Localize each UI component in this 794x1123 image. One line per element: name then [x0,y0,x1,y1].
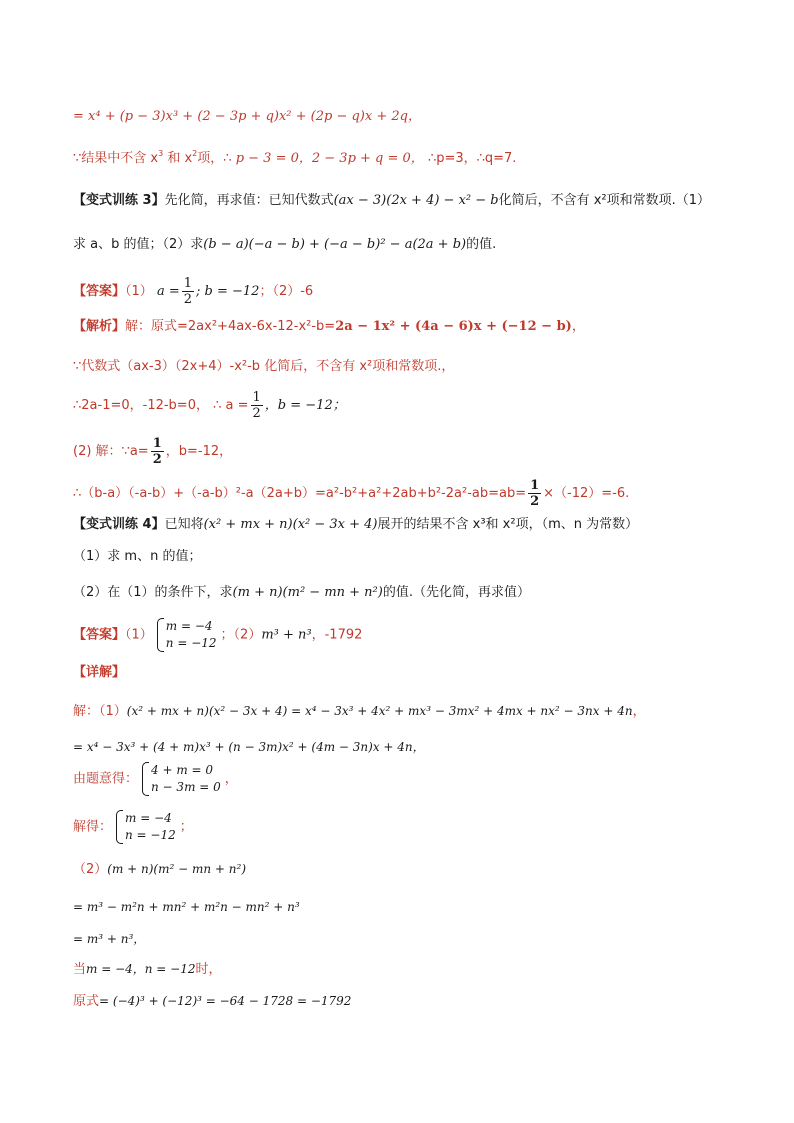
solution-collected: = x⁴ − 3x³ + (4 + m)x³ + (n − 3m)x² + (4m − 3n)x + 4n， [73,740,425,754]
solution-original-label: 原式 [73,994,100,1009]
solution-final-value: = (−4)³ + (−12)³ = −64 − 1728 = −1792 [99,994,352,1008]
analysis-line-2 [73,358,454,376]
variant4-text-b: 展开的结果不含 x³和 x²项，（m、n 为常数） [377,517,639,532]
variant3-text-b: 化简后，不含有 x²项和常数项.（1） [498,193,711,208]
variant3-answer [73,276,313,307]
solution-line-6 [73,898,300,917]
analysis-fraction-bold [151,436,164,467]
variant4-question-line2 [73,548,201,566]
variant3-text-d: 的值. [466,237,497,252]
frac-den: 2 [183,292,192,307]
system-row: m = −4 [125,811,172,825]
solution-comma-2: ， [224,771,238,787]
analysis-text-7: ×（-12）=-6. [543,486,630,501]
variant4-question-line3 [73,584,530,602]
condition-system [142,762,221,796]
solution-line-4 [73,810,193,844]
solution-when-suffix: 时， [195,962,222,977]
solution-line-2 [73,738,425,757]
answer2-part2-label: ；（2） [220,627,262,643]
variant4-part2-b: 的值.（先化简，再求值） [382,585,530,600]
analysis-text-2: ∵代数式（ax-3）（2x+4）-x²-b 化简后，不含有 x²项和常数项.， [73,359,455,374]
frac-num: 1 [183,276,192,291]
solution-line-5 [73,860,246,879]
solution-expansion: (x² + mx + n)(x² − 3x + 4) = x⁴ − 3x³ + 4x² + mx³ − 3mx² + 4mx + nx² − 3nx + 4n [126,704,633,718]
frac-num: 1 [152,436,162,451]
analysis-b-value: ，b = −12； [264,398,346,413]
analysis-line-5 [73,478,629,509]
frac-den: 2 [152,452,162,467]
solution-line-7 [73,930,145,949]
solution-line-9 [73,992,351,1011]
answer2-part1-label: （1） [125,627,153,643]
analysis-comma: ， [571,319,585,334]
analysis-expression: 2a − 1x² + (4a − 6)x + (−12 − b) [335,319,572,334]
system-row: n = −12 [165,636,217,650]
variant4-answer [73,618,362,652]
variant3-text-c: 求 a、b 的值；（2）求 [73,237,204,252]
solution-part2-label: （2） [73,862,108,877]
solution-substitution: m = −4，n = −12 [86,962,196,976]
condition-text-a: ∵结果中不含 x [73,151,159,166]
analysis-line [73,318,585,336]
answer-fraction [182,276,194,307]
solution-comma: ， [632,704,646,719]
system-row: n − 3m = 0 [151,780,221,794]
answer-b-eq: ; b = −12 [196,284,260,299]
equation-line-1 [73,108,421,126]
system-row: m = −4 [165,619,213,633]
detail-tag: 【详解】 [73,665,126,680]
variant3-tag: 【变式训练 3】 [73,193,165,208]
analysis-line-3 [73,390,346,421]
analysis-text: 解：原式=2ax²+4ax-6x-12-x²-b= [125,319,336,334]
variant3-expression: (ax − 3)(2x + 4) − x² − b [333,193,499,208]
solution-semicolon: ； [179,819,193,835]
variant4-tag: 【变式训练 4】 [73,517,165,532]
analysis-text-5: ，b=-12， [165,444,233,459]
analysis-line-4 [73,436,232,467]
solution-condition-label: 由题意得： [73,771,139,787]
analysis-text-6: ∴（b-a）（-a-b）+（-a-b）²-a（2a+b）=a²-b²+a²+2ab+b²-2a²-ab=ab= [73,486,527,501]
solution-solve-label: 解得： [73,819,113,835]
variant4-expression-2: (m + n)(m² − mn + n²) [232,585,383,600]
expansion-result: = x⁴ + (p − 3)x³ + (2 − 3p + q)x² + (2p − q)x + 2q， [73,109,421,124]
condition-line: ∵结果中不含 $x^3$ 和 $x^2$项，∴ p − 3 = 0，2 − 3p + q = 0， ∴p=3，∴q=7. [73,149,517,166]
answer-part2: ；（2）-6 [259,284,314,299]
analysis-tag: 【解析】 [73,319,126,334]
analysis-text-4: (2) 解：∵a= [73,444,149,459]
answer-part1-label: （1） [125,284,153,299]
answer-tag-2: 【答案】 [73,627,126,643]
condition-text-b: 和 x [167,151,193,166]
condition-text-c: 项，∴ [197,151,232,166]
solution-system [116,810,176,844]
variant3-question-line2 [73,236,496,254]
solution-step-simplified: = m³ + n³， [73,932,146,946]
frac-den: 2 [530,494,540,509]
answer-tag: 【答案】 [73,284,126,299]
solution-part2-expression: (m + n)(m² − mn + n²) [107,862,247,876]
frac-num: 1 [530,478,540,493]
answer2-value: ，-1792 [311,627,363,643]
system-row: 4 + m = 0 [151,763,214,777]
analysis-fraction-bold-2 [528,478,541,509]
variant3-text-a: 先化简，再求值：已知代数式 [164,193,334,208]
condition-result: ∴p=3，∴q=7. [427,151,517,166]
solution-line-1 [73,702,646,721]
variant3-expression-2: (b − a)(−a − b) + (−a − b)² − a(2a + b) [203,237,467,252]
solution-label: 解：（1） [73,704,127,719]
variant3-question-line1 [73,192,710,210]
variant4-question-line1 [73,516,638,534]
condition-equations: p − 3 = 0，2 − 3p + q = 0， [235,151,424,166]
answer2-system [157,618,217,652]
variant4-part2-a: （2）在（1）的条件下，求 [73,585,233,600]
variant4-part1: （1）求 m、n 的值； [73,549,202,564]
frac-den: 2 [252,406,261,421]
solution-step-expand: = m³ − m²n + mn² + m²n − mn² + n³ [73,900,300,914]
solution-line-3 [73,762,238,796]
solution-line-8 [73,960,222,979]
analysis-text-3: ∴2a-1=0，-12-b=0， ∴ a = [73,398,249,413]
variant4-text-a: 已知将 [164,517,204,532]
answer2-expression: m³ + n³ [261,627,312,643]
frac-num: 1 [252,390,261,405]
answer-a-eq: a = [156,284,180,299]
solution-when-label: 当 [73,962,87,977]
analysis-fraction [251,390,263,421]
variant4-expression: (x² + mx + n)(x² − 3x + 4) [203,517,378,532]
detail-heading [73,664,125,682]
system-row: n = −12 [125,828,176,842]
